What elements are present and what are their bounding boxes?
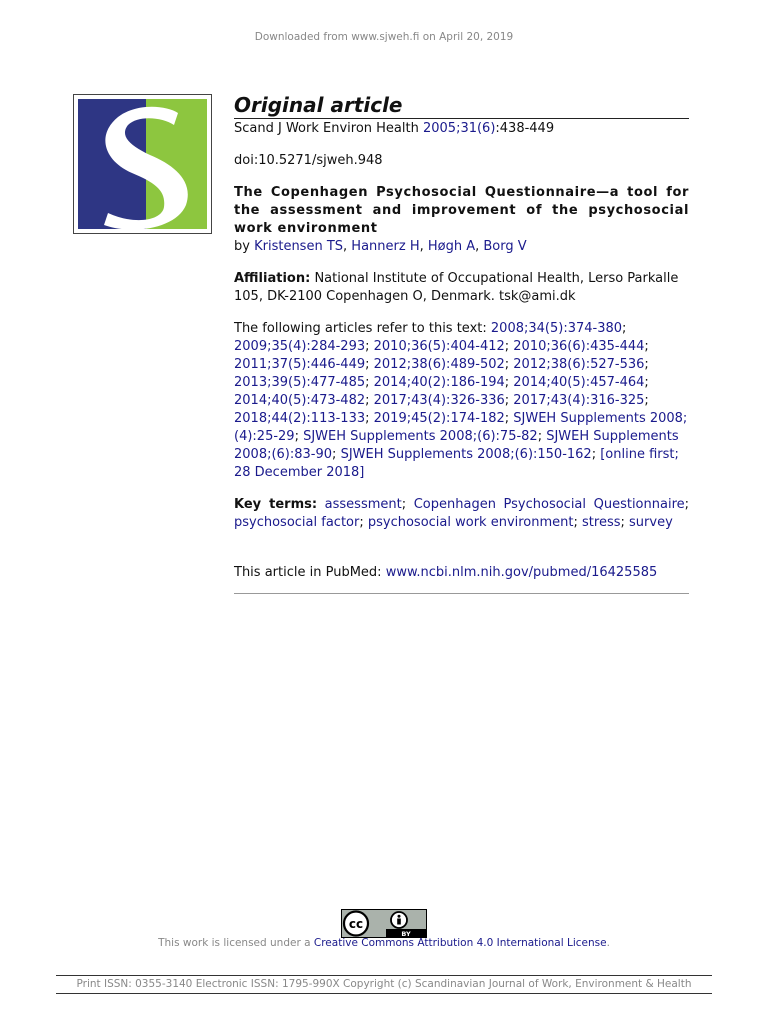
keyterm-link[interactable]: survey: [629, 515, 673, 530]
cc-by-icon: [342, 910, 426, 937]
related-link[interactable]: 2014;40(5):457-464: [513, 375, 645, 390]
affiliation: [234, 270, 689, 306]
journal-citation: [234, 120, 689, 138]
affiliation-label: Affiliation:: [234, 271, 311, 286]
related-link[interactable]: [online first; 28 December 2018]: [234, 447, 679, 480]
issue-link[interactable]: 2005;31(6): [422, 121, 496, 136]
author-link[interactable]: Hannerz H: [351, 239, 420, 254]
keyterm-link[interactable]: psychosocial work environment: [367, 515, 574, 530]
license-prefix: This work is licensed under a: [158, 937, 311, 949]
author-line: by Kristensen TS, Hannerz H, Høgh A, Borg V: [234, 239, 527, 254]
related-link[interactable]: SJWEH Supplements 2008;(6):83-90: [234, 429, 679, 462]
related-link[interactable]: 2014;40(5):473-482: [234, 393, 366, 408]
related-link[interactable]: SJWEH Supplements 2008;(6):150-162: [340, 447, 592, 462]
license-note: [0, 937, 768, 949]
affiliation-text: National Institute of Occupational Health, Lerso Parkalle 105, DK-2100 Copenhagen O, Denmark. tsk@ami.dk: [234, 271, 679, 304]
by-label: by: [234, 239, 250, 254]
keyterm-link[interactable]: Copenhagen Psychosocial Questionnaire: [413, 497, 685, 512]
related-link[interactable]: 2012;38(6):489-502: [373, 357, 505, 372]
cc-by-badge[interactable]: [341, 909, 427, 938]
related-articles: The following articles refer to this text: 2008;34(5):374-380; 2009;35(4):284-293; 2010;36(5):404-412; 2010;36(6):435-444; 2011;37(5):446-449; 2012;38(6):489-502; 2012;38(6):527-536; 2013;39(5):477-485; 2014;40(2):186-194; 2014;40(5):457-464; 2014;40(5):473-482; 2017;43(4):326-336; 2017;43(4):316-325; 2018;44(2):113-133; 2019;45(2):174-182; SJWEH Supplements 2008;(4):25-29; SJWEH Supplements 2008;(6):75-82; SJWEH Supplements 2008;(6):83-90; SJWEH Supplements 2008;(6):150-162; [online first; 28 December 2018]: [234, 321, 688, 480]
related-link[interactable]: 2017;43(4):316-325: [513, 393, 645, 408]
license-link[interactable]: Creative Commons Attribution 4.0 International License: [313, 937, 607, 949]
related-link[interactable]: 2013;39(5):477-485: [234, 375, 366, 390]
article-type-heading: Original article: [234, 92, 689, 119]
related-link[interactable]: 2017;43(4):326-336: [373, 393, 505, 408]
article-header: [234, 92, 689, 582]
related-link[interactable]: 2010;36(6):435-444: [513, 339, 645, 354]
key-terms: Key terms: assessment; Copenhagen Psychosocial Questionnaire; psychosocial factor; psychosocial work environment; stress; survey: [234, 497, 690, 530]
pubmed-label: This article in PubMed:: [234, 565, 382, 580]
related-link[interactable]: SJWEH Supplements 2008;(4):25-29: [234, 411, 688, 444]
keyterm-link[interactable]: assessment: [324, 497, 402, 512]
author-link[interactable]: Borg V: [483, 239, 527, 254]
pubmed-link[interactable]: www.ncbi.nlm.nih.gov/pubmed/16425585: [385, 565, 658, 580]
author-link[interactable]: Kristensen TS: [254, 239, 344, 254]
page-range: :438-449: [495, 121, 555, 136]
sjweh-logo-icon: [74, 95, 211, 233]
keyterms-label: Key terms:: [234, 497, 318, 512]
related-link[interactable]: 2014;40(2):186-194: [373, 375, 505, 390]
related-link[interactable]: 2010;36(5):404-412: [373, 339, 505, 354]
journal-logo: [73, 94, 212, 234]
cc-glyph: cc: [348, 917, 364, 931]
journal-name: Scand J Work Environ Health: [234, 121, 419, 136]
related-intro: The following articles refer to this text:: [234, 321, 487, 336]
doi: doi:10.5271/sjweh.948: [234, 153, 383, 168]
by-glyph: BY: [401, 930, 411, 937]
related-link[interactable]: SJWEH Supplements 2008;(6):75-82: [303, 429, 538, 444]
related-link[interactable]: 2008;34(5):374-380: [490, 321, 623, 336]
keyterm-link[interactable]: psychosocial factor: [234, 515, 360, 530]
author-link[interactable]: Høgh A: [427, 239, 476, 254]
article-title: The Copenhagen Psychosocial Questionnaire—a tool for the assessment and improvement of the psychosocial work environment: [234, 185, 689, 236]
footer-issn: Print ISSN: 0355-3140 Electronic ISSN: 1795-990X Copyright (c) Scandinavian Journal of Work, Environment & Health: [56, 975, 712, 994]
pubmed-line: [234, 564, 689, 582]
keyterm-link[interactable]: stress: [582, 515, 621, 530]
download-note: Downloaded from www.sjweh.fi on April 20, 2019: [254, 31, 514, 43]
section-divider: [234, 593, 689, 594]
related-link[interactable]: 2011;37(5):446-449: [234, 357, 366, 372]
related-link[interactable]: 2012;38(6):527-536: [513, 357, 645, 372]
related-link[interactable]: 2018;44(2):113-133: [234, 411, 366, 426]
related-link[interactable]: 2019;45(2):174-182: [373, 411, 505, 426]
related-link[interactable]: 2009;35(4):284-293: [234, 339, 366, 354]
license-suffix: .: [606, 937, 610, 949]
